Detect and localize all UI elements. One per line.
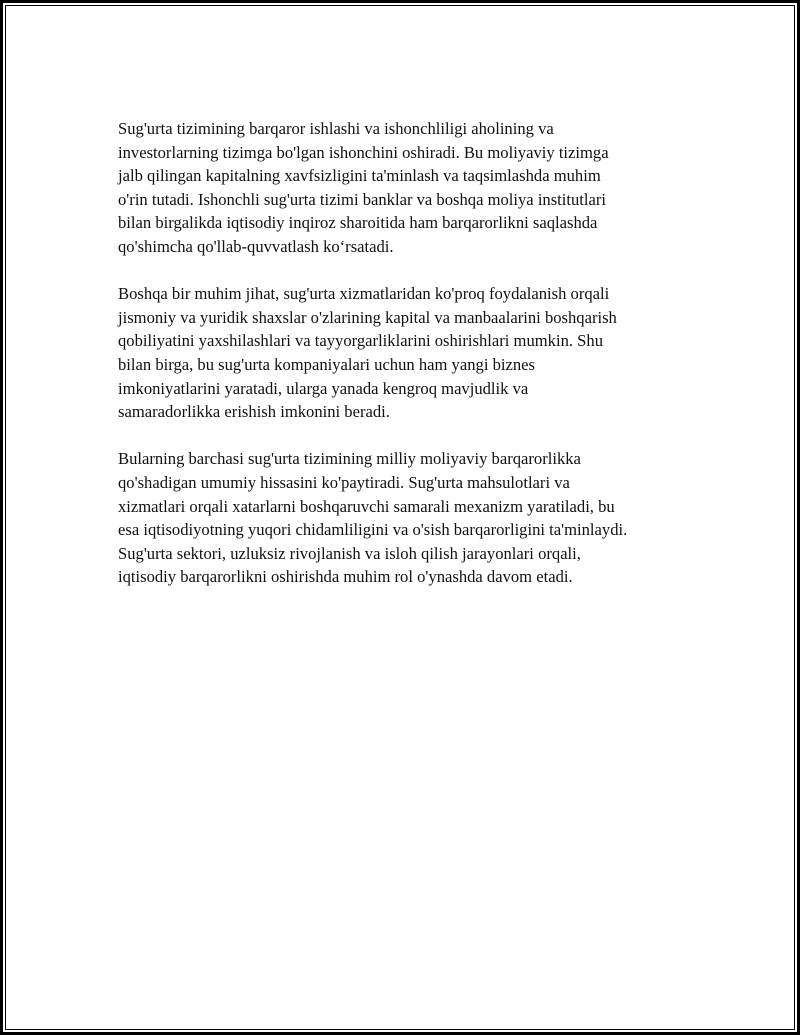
document-body bbox=[118, 117, 698, 612]
paragraph-2: Boshqa bir muhim jihat, sug'urta xizmatlaridan ko'proq foydalanish orqali jismoniy va yuridik shaxslar o'zlarining kapital va manbaalarini boshqarish qobiliyatini yaxshilashlari va tayyorgarliklarini oshirishlari mumkin. Shu bilan birga, bu sug'urta kompaniyalari uchun ham yangi biznes imkoniyatlarini yaratadi, ularga yanada kengroq mavjudlik va samaradorlikka erishish imkonini beradi. bbox=[118, 284, 617, 422]
paragraph-3: Bularning barchasi sug'urta tizimining milliy moliyaviy barqarorlikka qo'shadigan umumiy hissasini ko'paytiradi. Sug'urta mahsulotlari va xizmatlari orqali xatarlarni boshqaruvchi samarali mexanizm yaratiladi, bu esa iqtisodiyotning yuqori chidamliligini va o'sish barqarorligini ta'minlaydi. Sug'urta sektori, uzluksiz rivojlanish va isloh qilish jarayonlari orqali, iqtisodiy barqarorlikni oshirishda muhim rol o'ynashda davom etadi. bbox=[118, 449, 628, 587]
paragraph-1: Sug'urta tizimining barqaror ishlashi va ishonchliligi aholining va investorlarning tizimga bo'lgan ishonchini oshiradi. Bu moliyaviy tizimga jalb qilingan kapitalning xavfsizligini ta'minlash va taqsimlashda muhim o'rin tutadi. Ishonchli sug'urta tizimi banklar va boshqa moliya institutlari bilan birgalikda iqtisodiy inqiroz sharoitida ham barqarorlikni saqlashda qo'shimcha qo'llab-quvvatlash ko‘rsatadi. bbox=[118, 119, 609, 256]
